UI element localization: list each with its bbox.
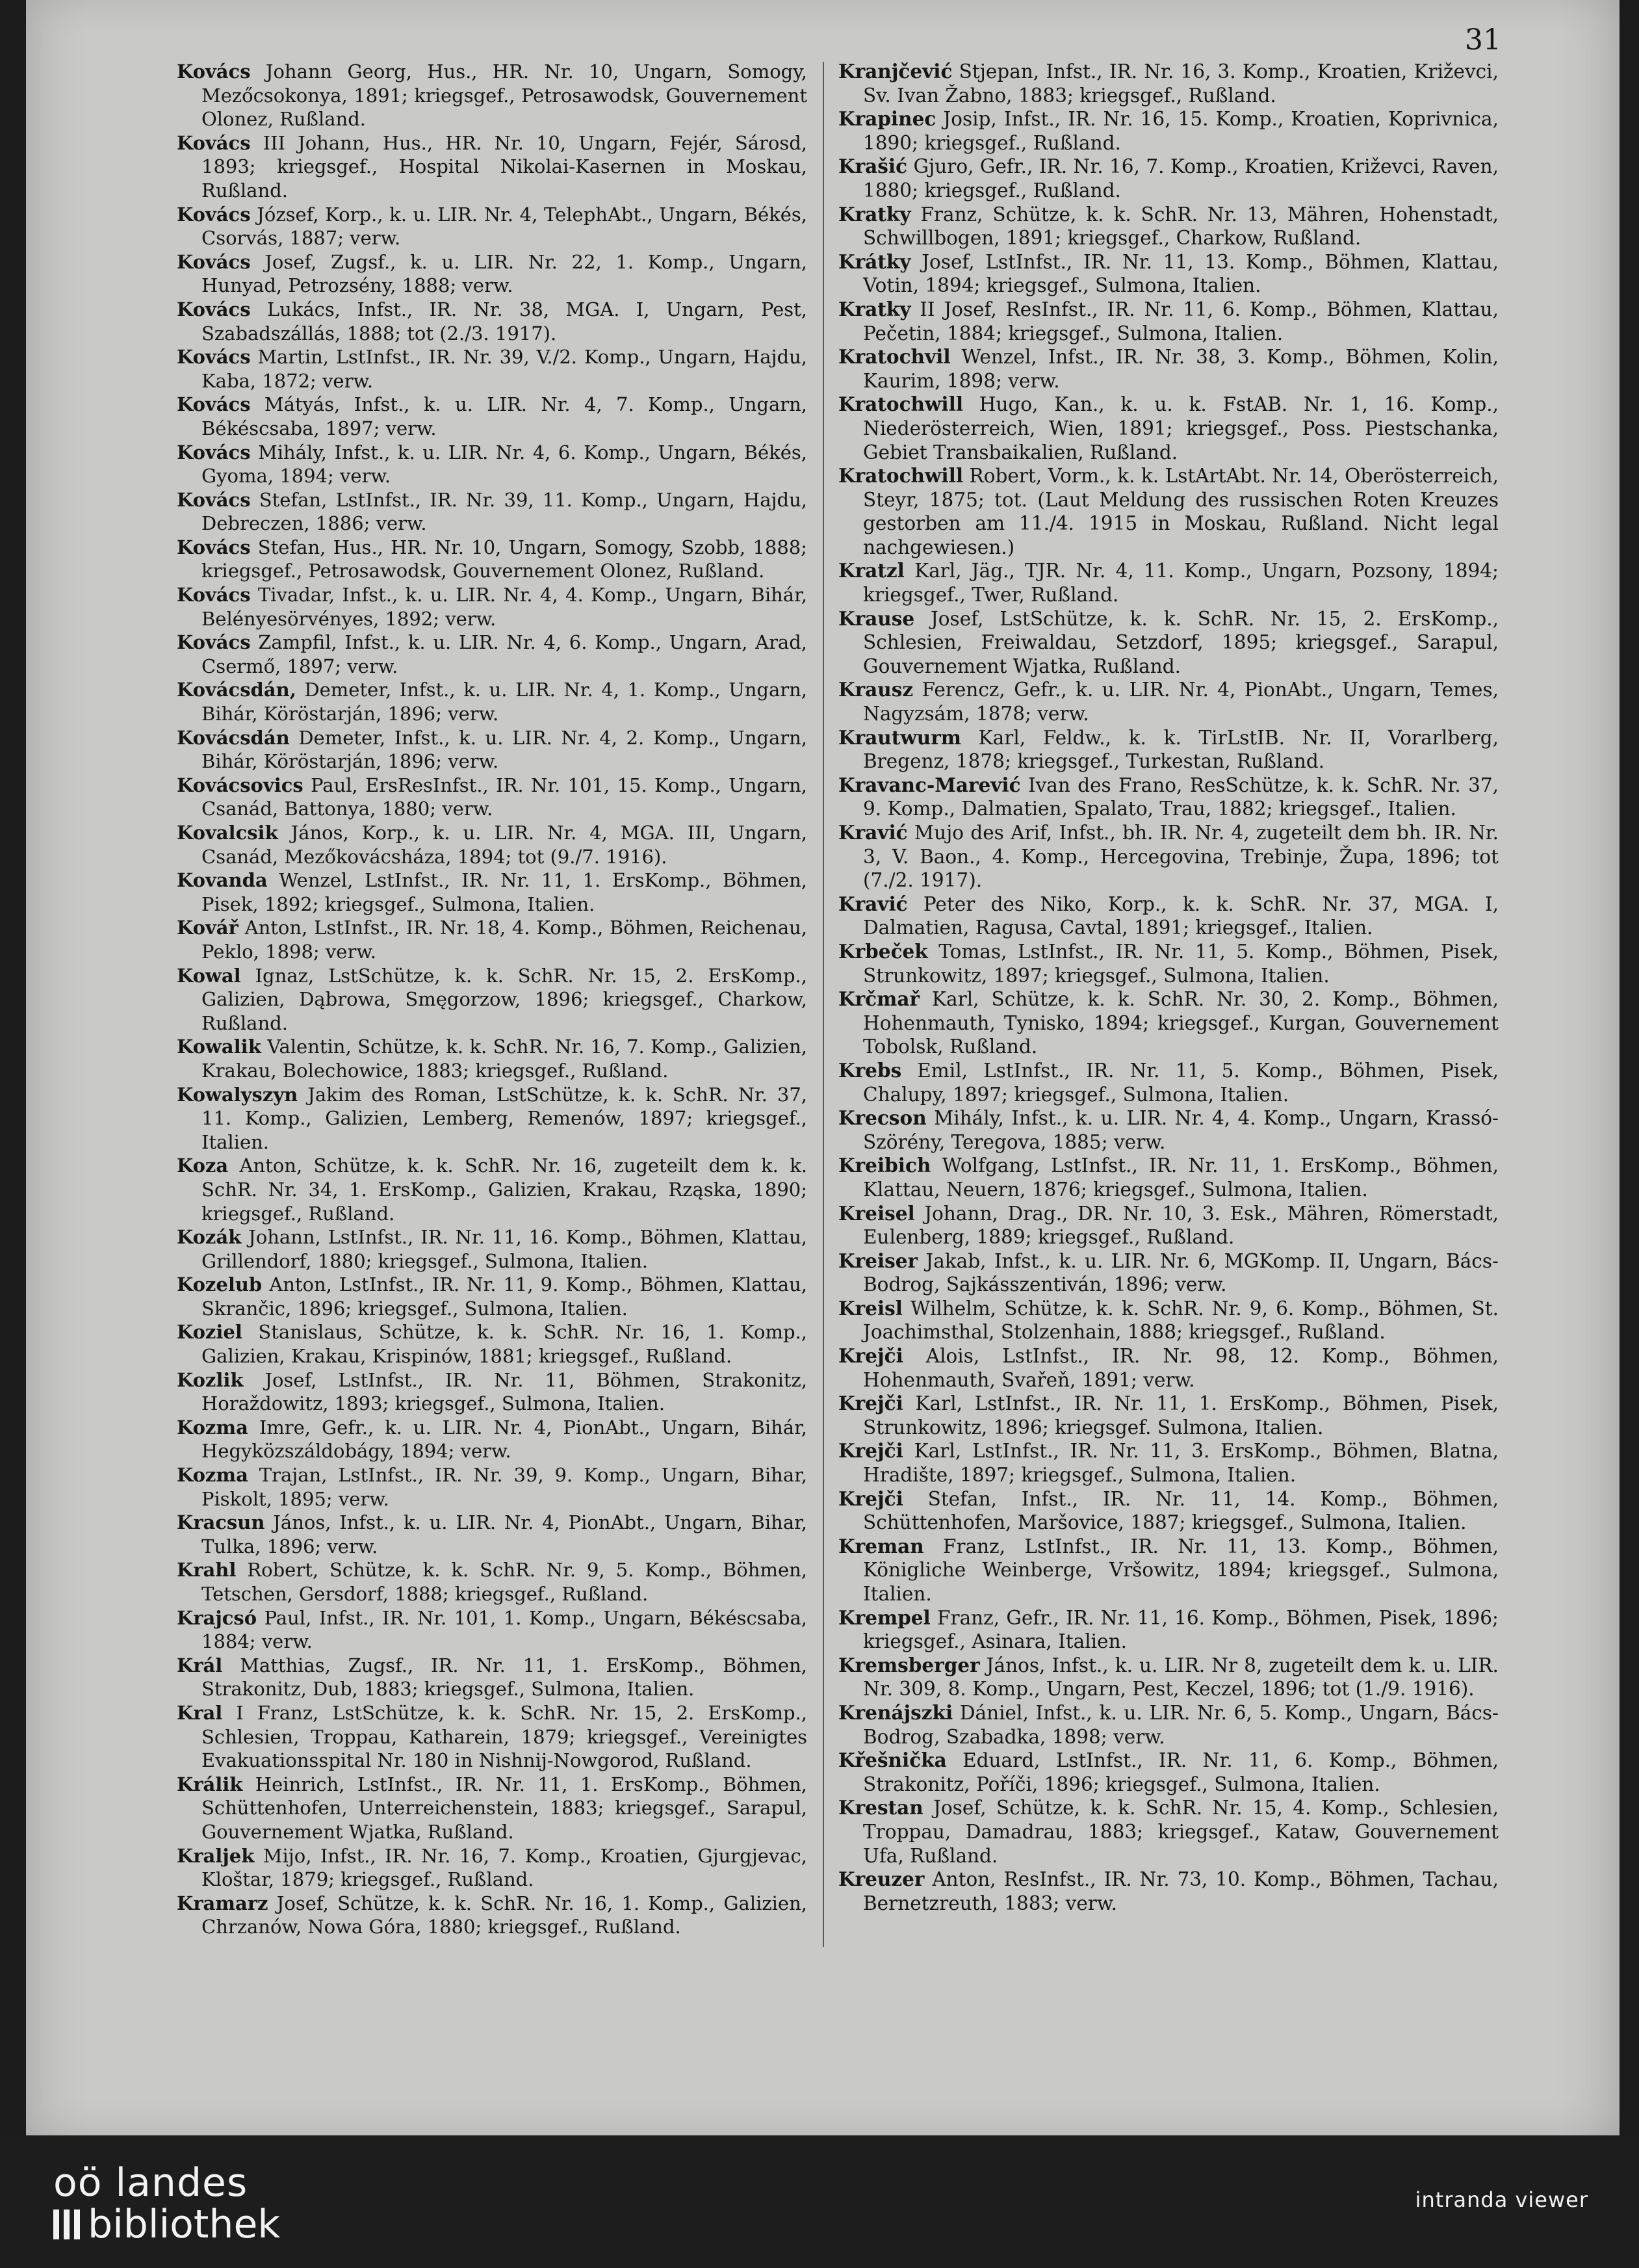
entry-details: Anton, ResInfst., IR. Nr. 73, 10. Komp., Böhmen, Tachau, Bernetzreuth, 1883; verw. [863,1868,1499,1914]
entry-details: Mijo, Infst., IR. Nr. 16, 7. Komp., Kroatien, Gjurgjevac, Kloštar, 1879; kriegsgef., Rußland. [201,1844,807,1891]
entry-details: Karl, Schütze, k. k. SchR. Nr. 30, 2. Komp., Böhmen, Hohenmauth, Tynisko, 1894; kriegsgef., Kurgan, Gouvernement Tobolsk, Rußland. [863,988,1499,1058]
register-entry [177,1606,807,1654]
entry-details: Demeter, Infst., k. u. LIR. Nr. 4, 2. Komp., Ungarn, Bihár, Köröstarján, 1896; verw. [201,726,807,773]
entry-surname: Kreman [838,1534,924,1558]
entry-surname: Kovanda [177,869,268,892]
library-logo[interactable] [53,2160,281,2247]
entry-surname: Kovács [177,60,251,83]
entry-details: I Franz, LstSchütze, k. k. SchR. Nr. 15, 2. ErsKomp., Schlesien, Troppau, Katharein, 1879; kriegsgef., Vereinigtes Evakuationsspital Nr. 180 in Nishnij-Nowgorod, Rußland. [201,1701,807,1772]
entry-surname: Krausz [838,678,914,701]
entry-surname: Kreiser [838,1249,918,1272]
register-entry [177,1844,807,1892]
entry-surname: Krautwurm [838,725,961,749]
register-entry [177,1273,807,1320]
register-entry [838,1606,1499,1654]
register-entry [177,1083,807,1154]
register-entry [177,631,807,678]
entry-surname: Krahl [177,1559,237,1582]
entry-details: Paul, Infst., IR. Nr. 101, 1. Komp., Ungarn, Békéscsaba, 1884; verw. [201,1606,807,1653]
left-column [177,60,807,1939]
entry-surname: Kovács [177,131,251,154]
entry-surname: Krecson [838,1106,927,1130]
entry-surname: Krčmař [838,987,920,1011]
entry-details: Karl, LstInfst., IR. Nr. 11, 1. ErsKomp., Böhmen, Pisek, Strunkowitz, 1896; kriegsgef. Sulmona, Italien. [863,1392,1499,1439]
entry-details: Johann, LstInfst., IR. Nr. 11, 16. Komp., Böhmen, Klattau, Grillendorf, 1880; kriegsgef., Sulmona, Italien. [201,1226,807,1272]
register-entry [838,1202,1499,1249]
entry-details: II Josef, ResInfst., IR. Nr. 11, 6. Komp., Böhmen, Klattau, Pečetin, 1884; kriegsgef., Sulmona, Italien. [863,298,1499,345]
logo-bars-icon [53,2209,80,2239]
entry-surname: Kozma [177,1416,248,1439]
entry-surname: Krebs [838,1058,902,1082]
entry-details: Hugo, Kan., k. u. k. FstAB. Nr. 1, 16. Komp., Niederösterreich, Wien, 1891; kriegsgef., Poss. Piestschanka, Gebiet Transbaikalien, Rußland. [863,393,1499,463]
entry-surname: Krašić [838,155,908,178]
entry-details: Stjepan, Infst., IR. Nr. 16, 3. Komp., Kroatien, Križevci, Sv. Ivan Žabno, 1883; kriegsgef., Rußland. [863,60,1499,107]
register-entry [838,393,1499,464]
register-entry [838,1487,1499,1535]
entry-details: Demeter, Infst., k. u. LIR. Nr. 4, 1. Komp., Ungarn, Bihár, Köröstarján, 1896; verw. [201,679,807,725]
viewer-brand-link[interactable]: intranda viewer [1415,2187,1588,2212]
register-entry [177,536,807,583]
entry-details: Zampfil, Infst., k. u. LIR. Nr. 4, 6. Komp., Ungarn, Arad, Csermő, 1897; verw. [201,631,807,677]
entry-details: Karl, Jäg., TJR. Nr. 4, 11. Komp., Ungarn, Pozsony, 1894; kriegsgef., Twer, Rußland. [863,560,1499,606]
entry-details: Franz, Gefr., IR. Nr. 11, 16. Komp., Böhmen, Pisek, 1896; kriegsgef., Asinara, Italien. [863,1606,1499,1653]
register-entry [177,250,807,298]
register-entry [177,1654,807,1701]
entry-surname: Kraljek [177,1844,255,1867]
register-entry [838,821,1499,893]
entry-surname: Kozlik [177,1368,244,1391]
entry-details: János, Korp., k. u. LIR. Nr. 4, MGA. III, Ungarn, Csanád, Mezőkovácsháza, 1894; tot (9./7. 1916). [201,822,807,868]
entry-details: Valentin, Schütze, k. k. SchR. Nr. 16, 7. Komp., Galizien, Krakau, Bolechowice, 1883; kriegsgef., Rußland. [201,1036,807,1082]
entry-details: Trajan, LstInfst., IR. Nr. 39, 9. Komp., Ungarn, Bihar, Piskolt, 1895; verw. [201,1464,807,1510]
entry-details: Gjuro, Gefr., IR. Nr. 16, 7. Komp., Kroatien, Križevci, Raven, 1880; kriegsgef., Rußland. [863,155,1499,202]
register-entry [838,60,1499,107]
register-entry [838,1535,1499,1606]
entry-surname: Kratochwill [838,464,964,488]
register-entry [838,1059,1499,1106]
register-entry [177,1320,807,1368]
entry-details: Matthias, Zugsf., IR. Nr. 11, 1. ErsKomp., Böhmen, Strakonitz, Dub, 1883; kriegsgef., Sulmona, Italien. [201,1654,807,1701]
register-entry [838,774,1499,821]
entry-details: Wilhelm, Schütze, k. k. SchR. Nr. 9, 6. Komp., Böhmen, St. Joachimsthal, Stolzenhain, 1888; kriegsgef., Rußland. [863,1297,1499,1344]
entry-details: Josef, Schütze, k. k. SchR. Nr. 15, 4. Komp., Schlesien, Troppau, Damadrau, 1883; kriegsgef., Kataw, Gouvernement Ufa, Rußland. [863,1797,1499,1867]
register-entry [838,678,1499,725]
register-entry [177,916,807,963]
entry-surname: Kovács [177,203,251,226]
entry-surname: Krbeček [838,939,928,963]
entry-surname: Kozák [177,1226,242,1249]
register-entry [177,441,807,488]
entry-details: Franz, LstInfst., IR. Nr. 11, 13. Komp., Böhmen, Königliche Weinberge, Vršowitz, 1894; kriegsgef., Sulmona, Italien. [863,1535,1499,1605]
entry-surname: Kratky [838,202,911,226]
register-entry [177,1368,807,1416]
entry-surname: Krejči [838,1344,903,1368]
entry-details: Mátyás, Infst., k. u. LIR. Nr. 4, 7. Komp., Ungarn, Békéscsaba, 1897; verw. [201,393,807,439]
entry-surname: Kremsberger [838,1653,980,1676]
entry-details: József, Korp., k. u. LIR. Nr. 4, TelephAbt., Ungarn, Békés, Csorvás, 1887; verw. [201,203,807,250]
entry-details: Martin, LstInfst., IR. Nr. 39, V./2. Komp., Ungarn, Hajdu, Kaba, 1872; verw. [201,346,807,392]
entry-details: Dániel, Infst., k. u. LIR. Nr. 6, 5. Komp., Ungarn, Bács-Bodrog, Szabadka, 1898; verw. [863,1701,1499,1748]
entry-details: Paul, ErsResInfst., IR. Nr. 101, 15. Komp., Ungarn, Csanád, Battonya, 1880; verw. [201,774,807,820]
entry-surname: Kracsun [177,1511,265,1534]
register-entry [838,1297,1499,1344]
register-entry [177,1511,807,1558]
register-entry [838,1154,1499,1201]
entry-surname: Kravić [838,821,908,844]
entry-details: Stefan, Infst., IR. Nr. 11, 14. Komp., Böhmen, Schüttenhofen, Maršovice, 1887; kriegsgef., Sulmona, Italien. [863,1487,1499,1534]
entry-details: Wenzel, Infst., IR. Nr. 38, 3. Komp., Böhmen, Kolin, Kaurim, 1898; verw. [863,346,1499,392]
entry-details: Mihály, Infst., k. u. LIR. Nr. 4, 4. Komp., Ungarn, Krassó-Szörény, Teregova, 1885; verw. [863,1107,1499,1153]
register-entry [838,1249,1499,1297]
viewer-footer [0,2135,1639,2268]
register-entry [838,107,1499,155]
entry-details: Robert, Vorm., k. k. LstArtAbt. Nr. 14, Oberösterreich, Steyr, 1875; tot. (Laut Meldung des russischen Roten Kreuzes gestorben am 11./4. 1915 in Moskau, Rußland. Nicht legal nachgewiesen.) [863,465,1499,558]
entry-details: Stanislaus, Schütze, k. k. SchR. Nr. 16, 1. Komp., Galizien, Krakau, Krispinów, 1881; kriegsgef., Rußland. [201,1321,807,1368]
register-entry [838,345,1499,393]
entry-details: Johann, Drag., DR. Nr. 10, 3. Esk., Mähren, Römerstadt, Eulenberg, 1889; kriegsgef., Rußland. [863,1202,1499,1249]
entry-surname: Krempel [838,1606,931,1629]
register-entry [177,60,807,131]
entry-details: János, Infst., k. u. LIR. Nr. 4, PionAbt., Ungarn, Bihar, Tulka, 1896; verw. [201,1511,807,1558]
entry-details: Heinrich, LstInfst., IR. Nr. 11, 1. ErsKomp., Böhmen, Schüttenhofen, Unterreichenstein, 1883; kriegsgef., Sarapul, Gouvernement Wjatka, Rußland. [201,1773,807,1843]
entry-details: III Johann, Hus., HR. Nr. 10, Ungarn, Fejér, Sárosd, 1893; kriegsgef., Hospital Nikolai-Kasernen in Moskau, Rußland. [201,131,807,202]
register-entry [177,774,807,821]
entry-surname: Krejči [838,1487,903,1510]
register-entry [838,1344,1499,1392]
entry-surname: Kreisel [838,1201,915,1225]
entry-details: Josef, LstInfst., IR. Nr. 11, Böhmen, Strakonitz, Horaždowitz, 1893; kriegsgef., Sulmona, Italien. [201,1368,807,1415]
entry-details: Josef, Schütze, k. k. SchR. Nr. 16, 1. Komp., Galizien, Chrzanów, Nowa Góra, 1880; kriegsgef., Rußland. [201,1892,807,1938]
entry-surname: Kovács [177,488,251,511]
entry-details: Mujo des Arif, Infst., bh. IR. Nr. 4, zugeteilt dem bh. IR. Nr. 3, V. Baon., 4. Komp., Hercegovina, Trebinje, Župa, 1896; tot (7./2. 1917). [863,822,1499,892]
entry-details: Josef, Zugsf., k. u. LIR. Nr. 22, 1. Komp., Ungarn, Hunyad, Petrozsény, 1888; verw. [201,250,807,297]
register-entry [838,559,1499,606]
entry-details: Robert, Schütze, k. k. SchR. Nr. 9, 5. Komp., Böhmen, Tetschen, Gersdorf, 1888; kriegsgef., Rußland. [201,1559,807,1605]
register-entry [177,1773,807,1844]
entry-details: Josip, Infst., IR. Nr. 16, 15. Komp., Kroatien, Koprivnica, 1890; kriegsgef., Rußland. [863,108,1499,154]
register-entry [838,155,1499,202]
entry-details: Imre, Gefr., k. u. LIR. Nr. 4, PionAbt., Ungarn, Bihár, Hegyközszáldobágy, 1894; verw. [201,1416,807,1463]
register-entry [838,1392,1499,1439]
entry-surname: Kovács [177,298,251,320]
entry-surname: Král [177,1654,223,1676]
register-entry [838,893,1499,940]
register-entry [177,964,807,1036]
entry-surname: Koziel [177,1321,242,1344]
logo-text-line1: oö landes [53,2160,248,2206]
entry-surname: Kozma [177,1464,248,1487]
register-entry [838,1749,1499,1796]
entry-surname: Kranjčević [838,60,953,83]
entry-surname: Kovář [177,917,239,939]
entry-details: Emil, LstInfst., IR. Nr. 11, 5. Komp., Böhmen, Pisek, Chalupy, 1897; kriegsgef., Sulmona, Italien. [863,1059,1499,1106]
register-entry [177,488,807,536]
entry-details: Tivadar, Infst., k. u. LIR. Nr. 4, 4. Komp., Ungarn, Bihár, Belényesörvényes, 1892; verw. [201,584,807,630]
entry-surname: Krejči [838,1392,903,1415]
register-entry [838,1868,1499,1915]
entry-surname: Kreuzer [838,1868,925,1891]
entry-details: Stefan, Hus., HR. Nr. 10, Ungarn, Somogy, Szobb, 1888; kriegsgef., Petrosawodsk, Gouvernement Olonez, Rußland. [201,536,807,582]
entry-surname: Kozelub [177,1273,263,1296]
entry-details: János, Infst., k. u. LIR. Nr 8, zugeteilt dem k. u. LIR. Nr. 309, 8. Komp., Ungarn, Pest, Keczel, 1896; tot (1./9. 1916). [863,1654,1499,1701]
entry-surname: Krestan [838,1796,923,1819]
register-entry [177,868,807,916]
entry-details: Ivan des Frano, ResSchütze, k. k. SchR. Nr. 37, 9. Komp., Dalmatien, Spalato, Trau, 1882; kriegsgef., Italien. [863,774,1499,820]
entry-surname: Králik [177,1773,243,1795]
register-entry [177,1225,807,1273]
entry-surname: Kovács [177,250,251,273]
register-entry [838,987,1499,1059]
entry-details: Anton, LstInfst., IR. Nr. 11, 9. Komp., Böhmen, Klattau, Skrančic, 1896; kriegsgef., Sulmona, Italien. [201,1273,807,1320]
entry-details: Stefan, LstInfst., IR. Nr. 39, 11. Komp., Ungarn, Hajdu, Debreczen, 1886; verw. [201,488,807,535]
entry-surname: Kratochwill [838,393,964,416]
register-entry [177,1035,807,1082]
register-entry [838,1106,1499,1154]
logo-text-line2-row [53,2203,280,2246]
register-entry [838,1654,1499,1701]
register-entry [838,940,1499,987]
register-entry [177,678,807,725]
entry-surname: Kovács [177,584,251,606]
entry-surname: Kratky [838,297,911,320]
entry-details: Josef, LstInfst., IR. Nr. 11, 13. Komp., Böhmen, Klattau, Votin, 1894; kriegsgef., Sulmona, Italien. [863,250,1499,297]
entry-surname: Kravić [838,892,908,915]
register-entry [838,298,1499,345]
register-entry [838,726,1499,774]
right-column [838,60,1499,1915]
entry-details: Tomas, LstInfst., IR. Nr. 11, 5. Komp., Böhmen, Pisek, Strunkowitz, 1897; kriegsgef., Sulmona, Italien. [863,940,1499,987]
register-entry [838,1796,1499,1868]
entry-details: Anton, LstInfst., IR. Nr. 18, 4. Komp., Böhmen, Reichenau, Peklo, 1898; verw. [201,917,807,963]
page-number: 31 [1465,23,1501,57]
register-entry [838,607,1499,679]
entry-details: Anton, Schütze, k. k. SchR. Nr. 16, zugeteilt dem k. k. SchR. Nr. 34, 1. ErsKomp., Galizien, Krakau, Rząska, 1890; kriegsgef., Rußland. [201,1154,807,1225]
entry-surname: Kratzl [838,559,905,582]
register-entry [177,583,807,631]
entry-surname: Kowalik [177,1036,261,1058]
entry-surname: Kramarz [177,1892,268,1914]
entry-details: Peter des Niko, Korp., k. k. SchR. Nr. 37, MGA. I, Dalmatien, Ragusa, Cavtal, 1891; kriegsgef., Italien. [863,893,1499,939]
register-entry [177,131,807,203]
entry-details: Wolfgang, LstInfst., IR. Nr. 11, 1. ErsKomp., Böhmen, Klattau, Neuern, 1876; kriegsgef., Sulmona, Italien. [863,1154,1499,1201]
entry-surname: Kovácsdán, [177,679,296,701]
entry-surname: Kral [177,1701,223,1724]
entry-surname: Krapinec [838,107,936,131]
entry-surname: Kovács [177,536,251,558]
entry-surname: Kovács [177,346,251,369]
entry-details: Josef, LstSchütze, k. k. SchR. Nr. 15, 2. ErsKomp., Schlesien, Freiwaldau, Setzdorf, 1895; kriegsgef., Sarapul, Gouvernement Wjatka, Rußland. [863,607,1499,677]
register-entry [838,250,1499,298]
entry-surname: Kovács [177,441,251,463]
register-entry [177,1416,807,1463]
entry-surname: Kovács [177,393,251,416]
entry-surname: Kovácsovics [177,774,303,796]
register-entry [838,203,1499,250]
entry-surname: Kreibich [838,1154,931,1177]
logo-text-line2: bibliothek [88,2202,281,2247]
entry-surname: Kreisl [838,1296,903,1320]
entry-details: Franz, Schütze, k. k. SchR. Nr. 13, Mähren, Hohenstadt, Schwillbogen, 1891; kriegsgef., Charkow, Rußland. [863,203,1499,250]
register-entry [177,821,807,868]
column-divider [823,62,824,1947]
entry-surname: Krátky [838,250,911,273]
register-entry [177,726,807,774]
entry-details: Ferencz, Gefr., k. u. LIR. Nr. 4, PionAbt., Ungarn, Temes, Nagyzsám, 1878; verw. [863,679,1499,725]
entry-surname: Kovácsdán [177,726,290,749]
entry-details: Karl, LstInfst., IR. Nr. 11, 3. ErsKomp., Böhmen, Blatna, Hradište, 1897; kriegsgef., Sulmona, Italien. [863,1440,1499,1487]
entry-details: Karl, Feldw., k. k. TirLstIB. Nr. II, Vorarlberg, Bregenz, 1878; kriegsgef., Turkestan, Rußland. [863,726,1499,773]
entry-details: Jakim des Roman, LstSchütze, k. k. SchR. Nr. 37, 11. Komp., Galizien, Lemberg, Remenów, 1897; kriegsgef., Italien. [201,1083,807,1153]
scanned-page [26,0,1620,2135]
entry-surname: Kowalyszyn [177,1083,298,1106]
register-entry [177,393,807,440]
entry-surname: Kovács [177,631,251,654]
entry-surname: Krejči [838,1439,903,1463]
entry-surname: Kowal [177,964,241,987]
entry-surname: Krenájszki [838,1701,953,1724]
register-entry [177,1892,807,1939]
entry-surname: Krajcsó [177,1606,257,1629]
entry-details: Lukács, Infst., IR. Nr. 38, MGA. I, Ungarn, Pest, Szabadszállás, 1888; tot (2./3. 1917). [201,298,807,345]
register-entry [177,298,807,345]
entry-details: Ignaz, LstSchütze, k. k. SchR. Nr. 15, 2. ErsKomp., Galizien, Dąbrowa, Smęgorzow, 1896; kriegsgef., Charkow, Rußland. [201,964,807,1034]
register-entry [177,203,807,250]
register-entry [177,1463,807,1511]
register-entry [177,1154,807,1225]
entry-surname: Kovalcsik [177,822,278,844]
entry-surname: Kratochvil [838,345,951,369]
entry-details: Eduard, LstInfst., IR. Nr. 11, 6. Komp., Böhmen, Strakonitz, Poříči, 1896; kriegsgef., Sulmona, Italien. [863,1749,1499,1795]
entry-surname: Křešnička [838,1749,947,1772]
register-entry [838,464,1499,559]
entry-surname: Koza [177,1154,229,1177]
entry-surname: Krause [838,606,915,630]
register-entry [838,1701,1499,1749]
entry-details: Johann Georg, Hus., HR. Nr. 10, Ungarn, Somogy, Mezőcsokonya, 1891; kriegsgef., Petrosawodsk, Gouvernement Olonez, Rußland. [201,60,807,131]
entry-surname: Kravanc-Marević [838,773,1021,796]
entry-details: Alois, LstInfst., IR. Nr. 98, 12. Komp., Böhmen, Hohenmauth, Svařeň, 1891; verw. [863,1345,1499,1391]
entry-details: Mihály, Infst., k. u. LIR. Nr. 4, 6. Komp., Ungarn, Békés, Gyoma, 1894; verw. [201,441,807,488]
register-entry [177,345,807,393]
entry-details: Jakab, Infst., k. u. LIR. Nr. 6, MGKomp. II, Ungarn, Bács-Bodrog, Sajkásszentiván, 1896; verw. [863,1249,1499,1296]
register-entry [177,1701,807,1773]
entry-details: Wenzel, LstInfst., IR. Nr. 11, 1. ErsKomp., Böhmen, Pisek, 1892; kriegsgef., Sulmona, Italien. [201,869,807,915]
register-entry [838,1439,1499,1487]
register-entry [177,1558,807,1606]
